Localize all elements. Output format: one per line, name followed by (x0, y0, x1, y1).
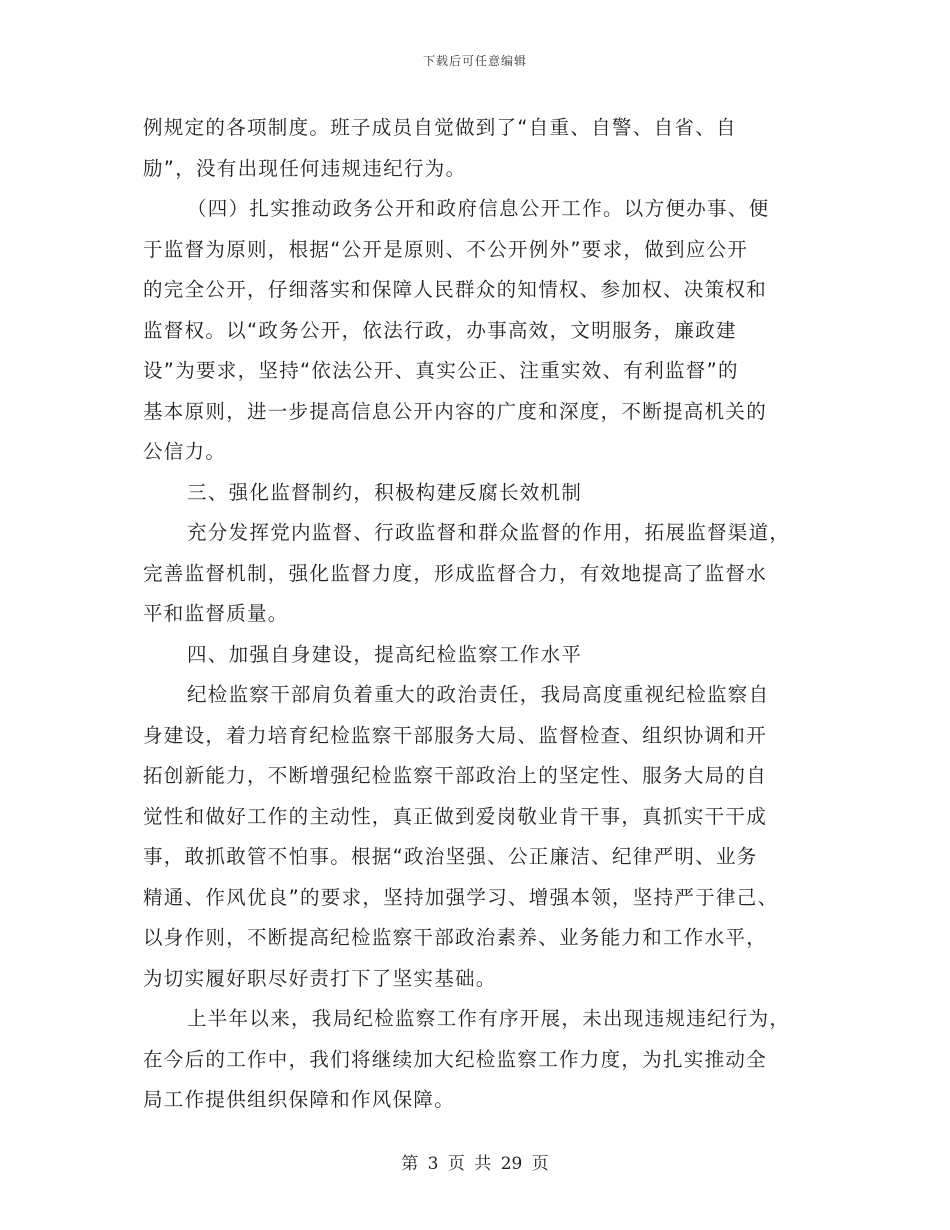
body-line: 以身作则，不断提高纪检监察干部政治素养、业务能力和工作水平， (143, 926, 768, 949)
body-line: 设”为要求，坚持“依法公开、真实公正、注重实效、有利监督”的 (143, 359, 739, 382)
body-line: 平和监督质量。 (143, 602, 289, 625)
body-line: 监督权。以“政务公开，依法行政，办事高效，文明服务，廉政建 (143, 318, 737, 342)
section-heading-3: 三、强化监督制约，积极构建反腐长效机制 (187, 480, 583, 504)
page-number-footer: 第 3 页 共 29 页 (401, 1154, 549, 1174)
paragraph-start: 纪检监察干部肩负着重大的政治责任，我局高度重视纪检监察自 (187, 683, 770, 706)
body-line: 完善监督机制，强化监督力度，形成监督合力，有效地提高了监督水 (143, 561, 768, 585)
body-line: 拓创新能力，不断增强纪检监察干部政治上的坚定性、服务大局的自 (143, 764, 768, 787)
document-body (143, 108, 808, 1121)
body-line: 公信力。 (143, 440, 227, 463)
paragraph-start: （四）扎实推动政务公开和政府信息公开工作。以方便办事、便 (187, 197, 770, 220)
body-line: 精通、作风优良”的要求，坚持加强学习、增强本领，坚持严于律己、 (143, 885, 779, 909)
body-line: 身建设，着力培育纪检监察干部服务大局、监督检查、组织协调和开 (143, 723, 768, 747)
body-line: 局工作提供组织保障和作风保障。 (143, 1088, 456, 1111)
body-line: 的完全公开，仔细落实和保障人民群众的知情权、参加权、决策权和 (143, 278, 768, 301)
body-line: 励”，没有出现任何违规违纪行为。 (143, 156, 467, 180)
body-line: 于监督为原则，根据“公开是原则、不公开例外”要求，做到应公开 (143, 237, 749, 261)
body-line: 事，敢抓敢管不怕事。根据“政治坚强、公正廉洁、纪律严明、业务 (143, 845, 758, 868)
paragraph-start: 充分发挥党内监督、行政监督和群众监督的作用，拓展监督渠道， (187, 521, 791, 544)
body-line: 觉性和做好工作的主动性，真正做到爱岗敬业肯干事，真抓实干干成 (143, 804, 768, 828)
body-line: 在今后的工作中，我们将继续加大纪检监察工作力度，为扎实推动全 (143, 1047, 768, 1071)
body-line: 基本原则，进一步提高信息公开内容的广度和深度，不断提高机关的 (143, 399, 768, 423)
page-header-note: 下载后可任意编辑 (422, 54, 527, 68)
paragraph-start: 上半年以来，我局纪检监察工作有序开展，未出现违规违纪行为， (187, 1007, 791, 1030)
body-line: 为切实履好职尽好责打下了坚实基础。 (143, 966, 497, 990)
section-heading-4: 四、加强自身建设，提高纪检监察工作水平 (187, 642, 583, 666)
body-line: 例规定的各项制度。班子成员自觉做到了“自重、自警、自省、自 (143, 116, 737, 139)
